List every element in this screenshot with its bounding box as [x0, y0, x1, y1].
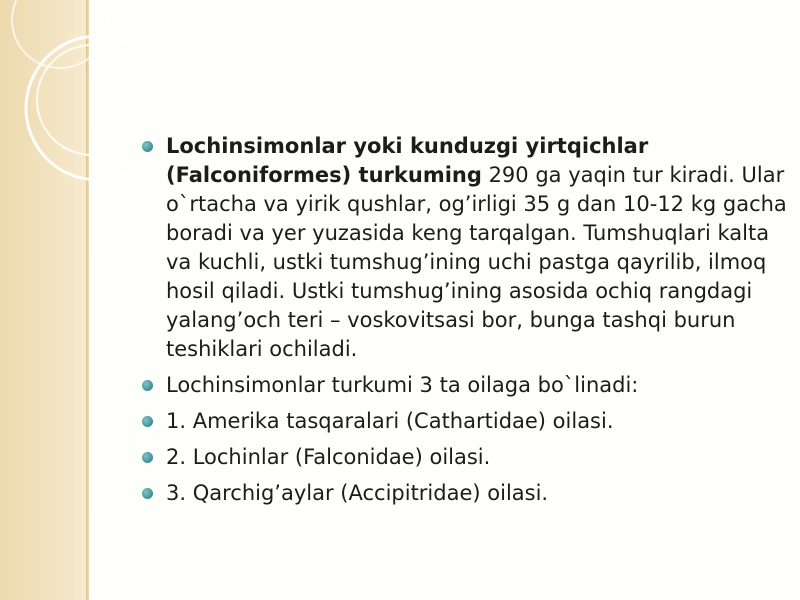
- bullet-item-1: [140, 132, 790, 364]
- bullet-list: [140, 132, 790, 508]
- decorative-circles-icon: [0, 0, 140, 240]
- bullet-5-text: 3. Qarchig’aylar (Accipitridae) oilasi.: [166, 481, 549, 505]
- teal-circle-bullet-icon: [142, 452, 153, 463]
- bullet-item-2: [140, 371, 790, 400]
- bullet-1-text: 290 ga yaqin tur kiradi. Ular o`rtacha va yirik qushlar, og’irligi 35 g dan 10-12 kg gacha boradi va yer yuzasida keng tarqalgan. Tumshuqlari kalta va kuchli, ustki tumshug’ining uchi pastga qayrilib, ilmoq hosil qiladi. Ustki tumshug’ining asosida ochiq rangdagi yalang’och teri – voskovitsasi bor, bunga tashqi burun teshiklari ochiladi.: [166, 163, 787, 361]
- teal-circle-bullet-icon: [142, 380, 153, 391]
- bullet-item-5: [140, 479, 790, 508]
- teal-circle-bullet-icon: [142, 141, 153, 152]
- bullet-1-bold-text: Lochinsimonlar yoki kunduzgi yirtqichlar (Falconiformes) turkuming: [166, 134, 649, 187]
- bullet-2-text: Lochinsimonlar turkumi 3 ta oilaga bo`linadi:: [166, 373, 639, 397]
- bullet-item-3: [140, 407, 790, 436]
- teal-circle-bullet-icon: [142, 488, 153, 499]
- bullet-3-text: 1. Amerika tasqaralari (Cathartidae) oilasi.: [166, 409, 614, 433]
- bullet-4-text: 2. Lochinlar (Falconidae) oilasi.: [166, 445, 491, 469]
- bullet-item-4: [140, 443, 790, 472]
- teal-circle-bullet-icon: [142, 416, 153, 427]
- slide-content: [140, 132, 790, 515]
